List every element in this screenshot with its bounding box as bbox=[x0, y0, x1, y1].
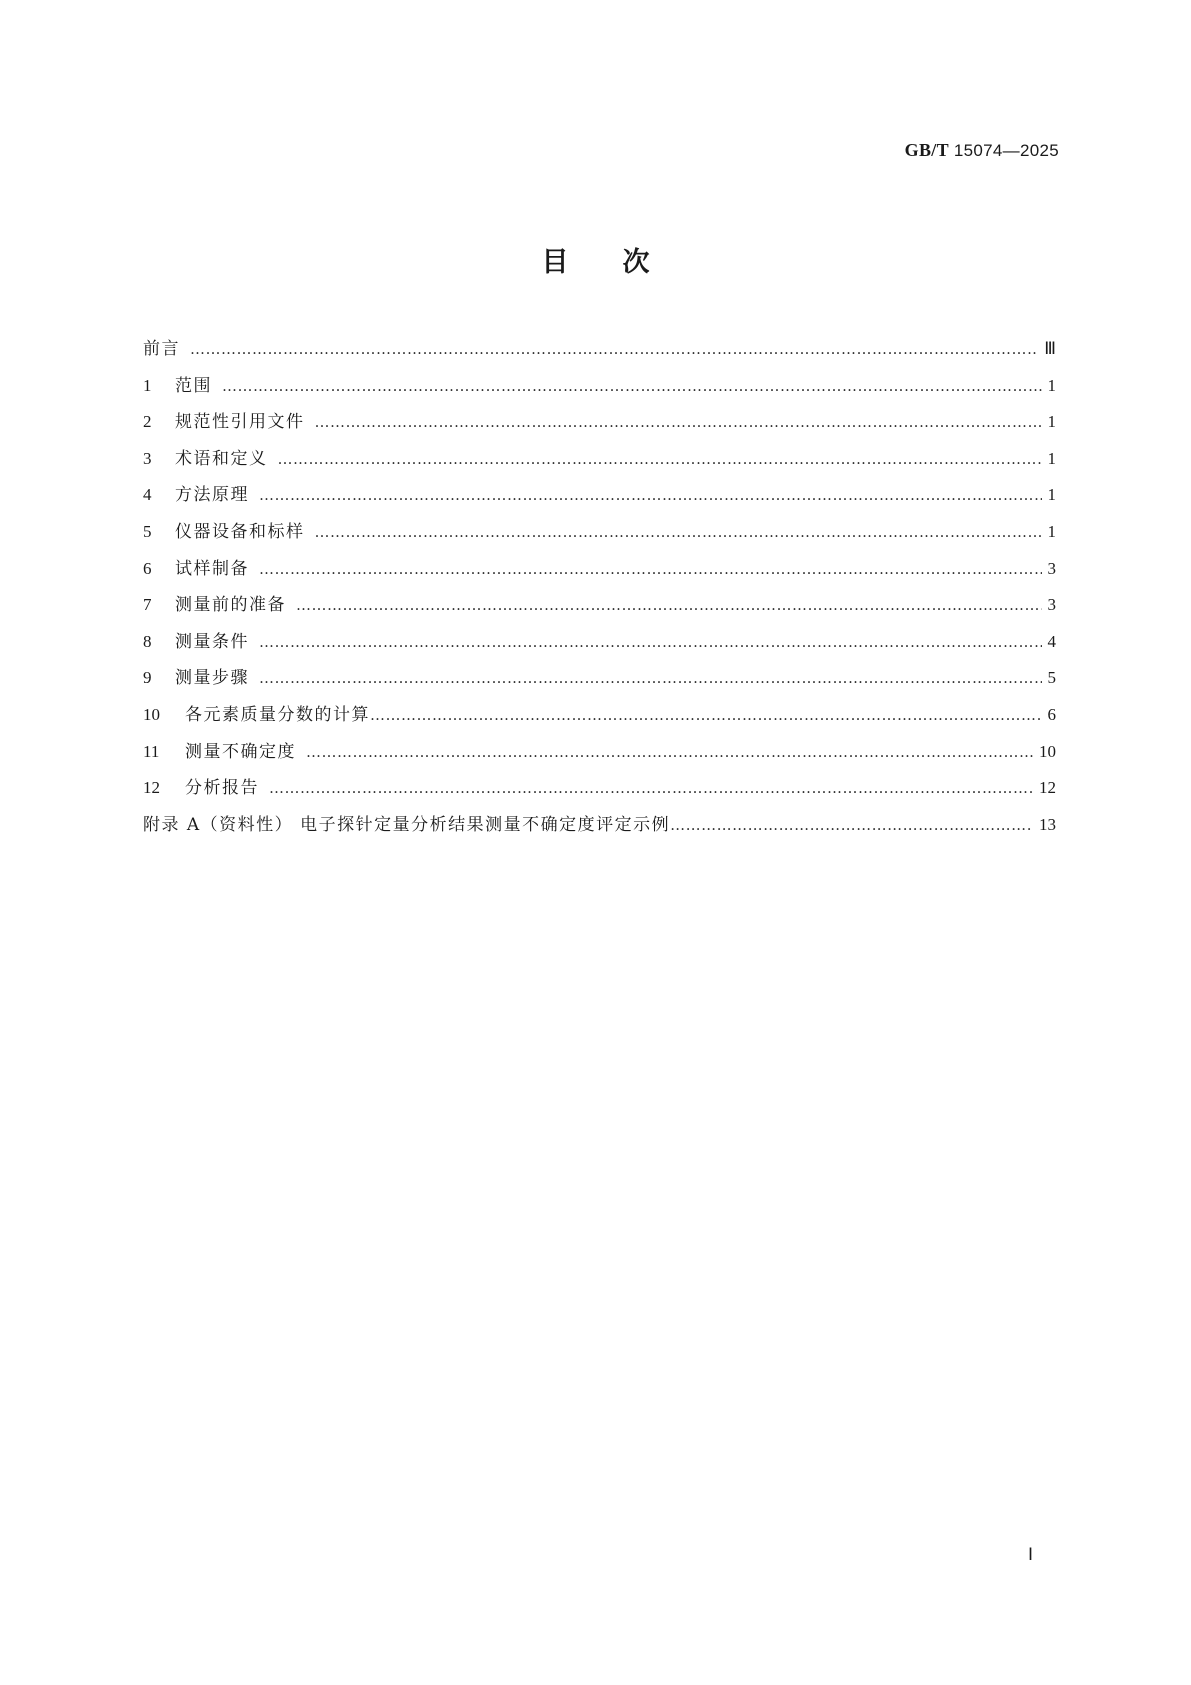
toc-entry-page: 6 bbox=[1047, 704, 1056, 724]
toc-entry-label: 试样制备 bbox=[175, 558, 249, 579]
toc-entry-label: 测量不确定度 bbox=[185, 741, 296, 762]
toc-entry-11[interactable] bbox=[143, 737, 1056, 774]
toc-leader-dots bbox=[278, 450, 1042, 468]
toc-entry-appendix-a[interactable] bbox=[143, 810, 1056, 847]
toc-entry-number: 7 bbox=[143, 595, 152, 615]
toc-entry-page: 4 bbox=[1047, 631, 1056, 651]
toc-entry-number: 4 bbox=[143, 485, 152, 505]
toc-entry-page: 3 bbox=[1047, 595, 1056, 615]
toc-leader-dots bbox=[190, 340, 1038, 358]
toc-entry-page: 1 bbox=[1047, 521, 1056, 541]
toc-entry-label: 附录 A（资料性） 电子探针定量分析结果测量不确定度评定示例 bbox=[143, 814, 671, 835]
toc-entry-page: 12 bbox=[1039, 778, 1056, 798]
toc-entry-6[interactable] bbox=[143, 554, 1056, 591]
toc-entry-number: 8 bbox=[143, 631, 152, 651]
toc-entry-5[interactable] bbox=[143, 517, 1056, 554]
toc-leader-dots bbox=[259, 633, 1042, 651]
standard-code bbox=[905, 140, 1059, 161]
toc-entry-number: 11 bbox=[143, 741, 160, 761]
standard-prefix: GB/T bbox=[904, 140, 949, 160]
toc-entry-10[interactable] bbox=[143, 700, 1056, 737]
toc-entry-number: 3 bbox=[143, 448, 152, 468]
toc-entry-label: 各元素质量分数的计算 bbox=[185, 704, 370, 725]
toc-entry-page: 3 bbox=[1047, 558, 1056, 578]
toc-entry-number: 10 bbox=[143, 704, 160, 724]
toc-leader-dots bbox=[259, 486, 1042, 504]
toc-entry-2[interactable] bbox=[143, 407, 1056, 444]
toc-entry-number: 1 bbox=[143, 375, 152, 395]
toc-leader-dots bbox=[259, 560, 1042, 578]
toc-entry-8[interactable] bbox=[143, 627, 1056, 664]
toc-entry-page: 1 bbox=[1047, 375, 1056, 395]
page-title: 目次 bbox=[541, 247, 704, 278]
toc-entry-4[interactable] bbox=[143, 480, 1056, 517]
toc-entry-label: 方法原理 bbox=[175, 485, 249, 506]
toc-leader-dots bbox=[269, 779, 1033, 797]
toc-leader-dots bbox=[315, 523, 1042, 541]
toc-leader-dots bbox=[670, 816, 1033, 834]
toc-entry-label: 前言 bbox=[143, 339, 180, 359]
toc-leader-dots bbox=[315, 413, 1042, 431]
toc-entry-page: 1 bbox=[1047, 412, 1056, 432]
toc-leader-dots bbox=[296, 596, 1042, 614]
toc-entry-number: 5 bbox=[143, 521, 152, 541]
toc-entry-page: Ⅲ bbox=[1044, 339, 1056, 358]
toc-entry-label: 分析报告 bbox=[185, 778, 259, 799]
toc-entry-label: 规范性引用文件 bbox=[175, 412, 305, 433]
toc-entry-label: 测量条件 bbox=[175, 631, 249, 652]
toc-entry-number: 2 bbox=[143, 412, 152, 432]
toc-entry-page: 5 bbox=[1047, 668, 1056, 688]
standard-number: 15074—2025 bbox=[953, 141, 1059, 160]
toc-entry-9[interactable] bbox=[143, 663, 1056, 700]
toc-entry-12[interactable] bbox=[143, 773, 1056, 810]
toc-leader-dots bbox=[370, 706, 1042, 724]
page-number: Ⅰ bbox=[1027, 1545, 1033, 1564]
toc-entry-number: 6 bbox=[143, 558, 152, 578]
toc-entry-label: 术语和定义 bbox=[175, 448, 268, 469]
toc-entry-page: 1 bbox=[1047, 485, 1056, 505]
toc-entry-page: 1 bbox=[1047, 448, 1056, 468]
toc-leader-dots bbox=[306, 743, 1033, 761]
toc-entry-label: 仪器设备和标样 bbox=[175, 521, 305, 542]
toc-leader-dots bbox=[259, 669, 1042, 687]
toc-entry-number: 12 bbox=[143, 778, 160, 798]
toc-entry-1[interactable] bbox=[143, 371, 1056, 408]
toc-entry-label: 测量前的准备 bbox=[175, 595, 286, 616]
toc-entry-number: 9 bbox=[143, 668, 152, 688]
toc-leader-dots bbox=[222, 377, 1042, 395]
toc-entry-7[interactable] bbox=[143, 590, 1056, 627]
toc-entry-page: 13 bbox=[1039, 814, 1056, 834]
toc-entry-label: 测量步骤 bbox=[175, 668, 249, 689]
toc-entry-3[interactable] bbox=[143, 444, 1056, 481]
table-of-contents bbox=[143, 334, 1056, 846]
toc-entry-page: 10 bbox=[1039, 741, 1056, 761]
toc-entry-label: 范围 bbox=[175, 375, 212, 396]
toc-entry-preface[interactable] bbox=[143, 334, 1056, 371]
